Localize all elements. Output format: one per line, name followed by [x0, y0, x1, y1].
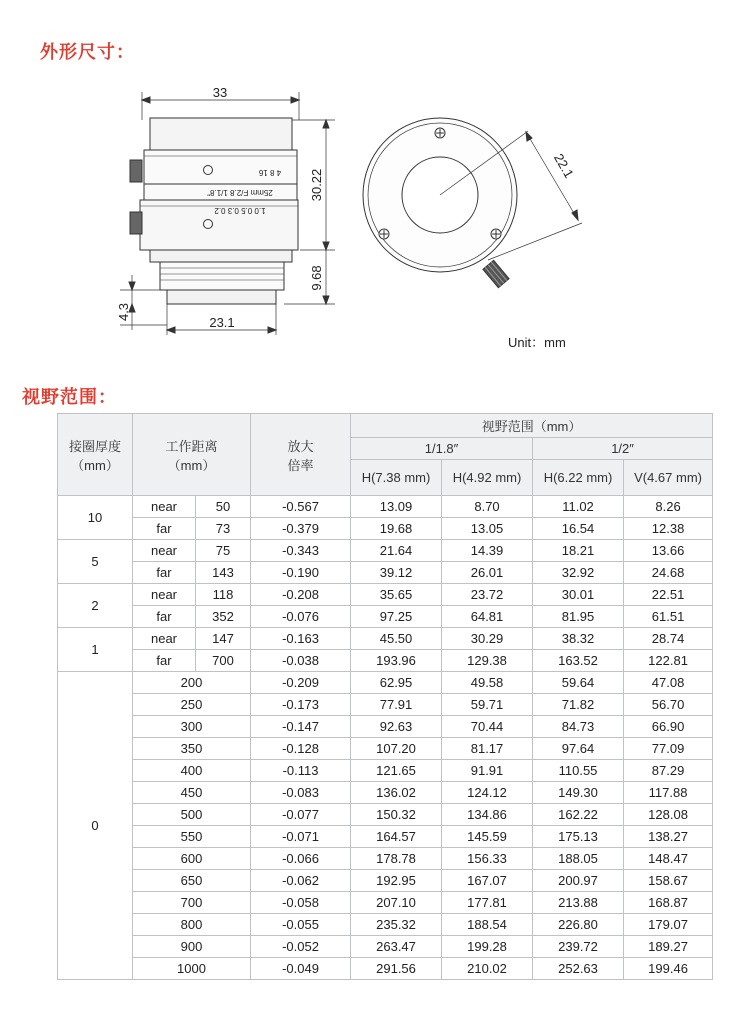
screw-icon	[491, 229, 501, 239]
barrel-engraving-3: 1.0 0.5 0.3 0.2	[214, 206, 266, 215]
fov-b-h-cell: 213.88	[533, 892, 624, 914]
fov-b-v-cell: 77.09	[624, 738, 713, 760]
fov-b-h-cell: 252.63	[533, 958, 624, 980]
fov-a-v-cell: 81.17	[442, 738, 533, 760]
magnification-cell: -0.071	[251, 826, 351, 848]
fov-b-h-cell: 32.92	[533, 562, 624, 584]
fov-b-v-cell: 199.46	[624, 958, 713, 980]
working-distance-cell: 73	[196, 518, 251, 540]
fov-b-v-cell: 47.08	[624, 672, 713, 694]
distance-label-cell: far	[133, 606, 196, 628]
dim-height-label: 30.22	[309, 168, 324, 202]
fov-a-v-cell: 145.59	[442, 826, 533, 848]
dim-flange-label: 4.3	[116, 302, 131, 322]
table-row	[58, 958, 713, 980]
distance-label-cell: far	[133, 518, 196, 540]
working-distance-cell: 900	[133, 936, 251, 958]
fov-b-v-cell: 189.27	[624, 936, 713, 958]
header-col-b-h: H(6.22 mm)	[533, 460, 624, 496]
fov-a-v-cell: 91.91	[442, 760, 533, 782]
fov-a-v-cell: 167.07	[442, 870, 533, 892]
dim-thread-label: 9.68	[309, 265, 324, 291]
dim-bottom-width-label: 23.1	[209, 315, 235, 330]
working-distance-cell: 600	[133, 848, 251, 870]
lock-knob-icon	[483, 260, 509, 287]
fov-a-v-cell: 129.38	[442, 650, 533, 672]
fov-a-h-cell: 263.47	[351, 936, 442, 958]
table-row	[58, 606, 713, 628]
fov-a-v-cell: 70.44	[442, 716, 533, 738]
fov-b-v-cell: 87.29	[624, 760, 713, 782]
working-distance-cell: 800	[133, 914, 251, 936]
fov-b-v-cell: 13.66	[624, 540, 713, 562]
distance-label-cell: far	[133, 650, 196, 672]
table-row	[58, 628, 713, 650]
fov-a-h-cell: 164.57	[351, 826, 442, 848]
magnification-cell: -0.049	[251, 958, 351, 980]
header-sensor-1-2: 1/2″	[533, 438, 713, 460]
header-spacer: 接圈厚度 （mm）	[58, 414, 133, 496]
header-col-a-v: H(4.92 mm)	[442, 460, 533, 496]
fov-a-h-cell: 291.56	[351, 958, 442, 980]
table-row	[58, 650, 713, 672]
fov-b-h-cell: 226.80	[533, 914, 624, 936]
working-distance-cell: 700	[196, 650, 251, 672]
fov-b-v-cell: 179.07	[624, 914, 713, 936]
working-distance-cell: 75	[196, 540, 251, 562]
magnification-cell: -0.038	[251, 650, 351, 672]
fov-a-h-cell: 62.95	[351, 672, 442, 694]
working-distance-cell: 118	[196, 584, 251, 606]
distance-label-cell: near	[133, 496, 196, 518]
working-distance-cell: 200	[133, 672, 251, 694]
magnification-cell: -0.083	[251, 782, 351, 804]
fov-b-v-cell: 56.70	[624, 694, 713, 716]
fov-b-v-cell: 8.26	[624, 496, 713, 518]
fov-a-v-cell: 59.71	[442, 694, 533, 716]
working-distance-cell: 350	[133, 738, 251, 760]
fov-b-v-cell: 24.68	[624, 562, 713, 584]
fov-b-v-cell: 128.08	[624, 804, 713, 826]
fov-a-v-cell: 30.29	[442, 628, 533, 650]
field-of-view-table	[57, 413, 713, 980]
spacer-thickness-cell: 10	[58, 496, 133, 540]
magnification-cell: -0.567	[251, 496, 351, 518]
magnification-cell: -0.077	[251, 804, 351, 826]
fov-a-h-cell: 39.12	[351, 562, 442, 584]
fov-b-v-cell: 158.67	[624, 870, 713, 892]
fov-b-h-cell: 38.32	[533, 628, 624, 650]
fov-a-h-cell: 35.65	[351, 584, 442, 606]
table-row	[58, 518, 713, 540]
magnification-cell: -0.066	[251, 848, 351, 870]
fov-b-v-cell: 138.27	[624, 826, 713, 848]
working-distance-cell: 147	[196, 628, 251, 650]
magnification-cell: -0.113	[251, 760, 351, 782]
magnification-cell: -0.209	[251, 672, 351, 694]
fov-a-v-cell: 14.39	[442, 540, 533, 562]
fov-a-h-cell: 207.10	[351, 892, 442, 914]
dim-width-label: 33	[212, 85, 228, 100]
fov-b-v-cell: 148.47	[624, 848, 713, 870]
fov-a-h-cell: 92.63	[351, 716, 442, 738]
working-distance-cell: 650	[133, 870, 251, 892]
header-magnification: 放大 倍率	[251, 414, 351, 496]
working-distance-cell: 143	[196, 562, 251, 584]
fov-b-h-cell: 81.95	[533, 606, 624, 628]
screw-icon	[379, 229, 389, 239]
working-distance-cell: 550	[133, 826, 251, 848]
barrel-engraving-1: 4 8 16	[258, 168, 282, 177]
table-row	[58, 870, 713, 892]
fov-b-h-cell: 200.97	[533, 870, 624, 892]
working-distance-cell: 700	[133, 892, 251, 914]
fov-b-h-cell: 162.22	[533, 804, 624, 826]
fov-a-v-cell: 124.12	[442, 782, 533, 804]
spacer-thickness-cell: 2	[58, 584, 133, 628]
unit-label: Unit：mm	[508, 335, 566, 350]
fov-a-h-cell: 192.95	[351, 870, 442, 892]
fov-a-v-cell: 210.02	[442, 958, 533, 980]
field-of-view-title: 视野范围：	[22, 387, 117, 407]
spacer-thickness-cell: 5	[58, 540, 133, 584]
distance-label-cell: far	[133, 562, 196, 584]
fov-a-v-cell: 8.70	[442, 496, 533, 518]
table-row	[58, 914, 713, 936]
fov-a-v-cell: 199.28	[442, 936, 533, 958]
working-distance-cell: 450	[133, 782, 251, 804]
distance-label-cell: near	[133, 540, 196, 562]
fov-a-v-cell: 26.01	[442, 562, 533, 584]
table-row	[58, 672, 713, 694]
fov-a-h-cell: 19.68	[351, 518, 442, 540]
fov-a-h-cell: 77.91	[351, 694, 442, 716]
fov-a-v-cell: 64.81	[442, 606, 533, 628]
barrel-engraving-2: 25mm F/2.8 1/1.8"	[207, 188, 273, 197]
fov-b-v-cell: 117.88	[624, 782, 713, 804]
magnification-cell: -0.190	[251, 562, 351, 584]
fov-a-h-cell: 13.09	[351, 496, 442, 518]
spacer-thickness-cell: 0	[58, 672, 133, 980]
table-row	[58, 584, 713, 606]
fov-b-h-cell: 110.55	[533, 760, 624, 782]
fov-b-h-cell: 188.05	[533, 848, 624, 870]
fov-b-h-cell: 30.01	[533, 584, 624, 606]
magnification-cell: -0.173	[251, 694, 351, 716]
table-row	[58, 848, 713, 870]
table-row	[58, 496, 713, 518]
fov-b-h-cell: 59.64	[533, 672, 624, 694]
fov-a-h-cell: 97.25	[351, 606, 442, 628]
distance-label-cell: near	[133, 584, 196, 606]
distance-label-cell: near	[133, 628, 196, 650]
fov-b-h-cell: 16.54	[533, 518, 624, 540]
fov-b-h-cell: 18.21	[533, 540, 624, 562]
fov-a-h-cell: 107.20	[351, 738, 442, 760]
fov-b-v-cell: 22.51	[624, 584, 713, 606]
fov-a-h-cell: 150.32	[351, 804, 442, 826]
dimensions-title: 外形尺寸：	[40, 42, 135, 62]
magnification-cell: -0.052	[251, 936, 351, 958]
header-col-b-v: V(4.67 mm)	[624, 460, 713, 496]
fov-b-v-cell: 61.51	[624, 606, 713, 628]
working-distance-cell: 400	[133, 760, 251, 782]
working-distance-cell: 300	[133, 716, 251, 738]
table-row	[58, 562, 713, 584]
fov-b-h-cell: 97.64	[533, 738, 624, 760]
fov-a-h-cell: 45.50	[351, 628, 442, 650]
fov-a-v-cell: 13.05	[442, 518, 533, 540]
fov-b-h-cell: 71.82	[533, 694, 624, 716]
magnification-cell: -0.128	[251, 738, 351, 760]
fov-a-h-cell: 121.65	[351, 760, 442, 782]
fov-a-v-cell: 177.81	[442, 892, 533, 914]
fov-b-h-cell: 149.30	[533, 782, 624, 804]
magnification-cell: -0.062	[251, 870, 351, 892]
magnification-cell: -0.343	[251, 540, 351, 562]
table-row	[58, 540, 713, 562]
fov-a-v-cell: 23.72	[442, 584, 533, 606]
magnification-cell: -0.208	[251, 584, 351, 606]
fov-a-v-cell: 156.33	[442, 848, 533, 870]
magnification-cell: -0.058	[251, 892, 351, 914]
header-sensor-1-1.8: 1/1.8″	[351, 438, 533, 460]
fov-b-h-cell: 163.52	[533, 650, 624, 672]
table-row	[58, 760, 713, 782]
table-row	[58, 738, 713, 760]
dim-diagonal-label: 22.1	[551, 151, 577, 181]
fov-b-h-cell: 11.02	[533, 496, 624, 518]
fov-b-h-cell: 84.73	[533, 716, 624, 738]
magnification-cell: -0.163	[251, 628, 351, 650]
fov-a-v-cell: 49.58	[442, 672, 533, 694]
fov-b-h-cell: 239.72	[533, 936, 624, 958]
dimension-drawing	[0, 60, 750, 370]
fov-b-h-cell: 175.13	[533, 826, 624, 848]
fov-a-h-cell: 178.78	[351, 848, 442, 870]
working-distance-cell: 352	[196, 606, 251, 628]
screw-icon	[435, 128, 445, 138]
fov-a-h-cell: 193.96	[351, 650, 442, 672]
table-row	[58, 804, 713, 826]
table-row	[58, 826, 713, 848]
fov-b-v-cell: 66.90	[624, 716, 713, 738]
fov-b-v-cell: 168.87	[624, 892, 713, 914]
magnification-cell: -0.379	[251, 518, 351, 540]
table-row	[58, 892, 713, 914]
fov-b-v-cell: 28.74	[624, 628, 713, 650]
working-distance-cell: 1000	[133, 958, 251, 980]
fov-a-h-cell: 235.32	[351, 914, 442, 936]
table-row	[58, 782, 713, 804]
working-distance-cell: 500	[133, 804, 251, 826]
magnification-cell: -0.147	[251, 716, 351, 738]
header-field-of-view: 视野范围（mm）	[351, 414, 713, 438]
magnification-cell: -0.076	[251, 606, 351, 628]
working-distance-cell: 250	[133, 694, 251, 716]
table-row	[58, 936, 713, 958]
fov-a-v-cell: 134.86	[442, 804, 533, 826]
magnification-cell: -0.055	[251, 914, 351, 936]
spacer-thickness-cell: 1	[58, 628, 133, 672]
fov-a-h-cell: 136.02	[351, 782, 442, 804]
table-row	[58, 716, 713, 738]
header-working-distance: 工作距离 （mm）	[133, 414, 251, 496]
fov-b-v-cell: 122.81	[624, 650, 713, 672]
fov-a-v-cell: 188.54	[442, 914, 533, 936]
fov-a-h-cell: 21.64	[351, 540, 442, 562]
table-row	[58, 694, 713, 716]
lens-front-view	[363, 118, 582, 288]
working-distance-cell: 50	[196, 496, 251, 518]
header-col-a-h: H(7.38 mm)	[351, 460, 442, 496]
fov-b-v-cell: 12.38	[624, 518, 713, 540]
